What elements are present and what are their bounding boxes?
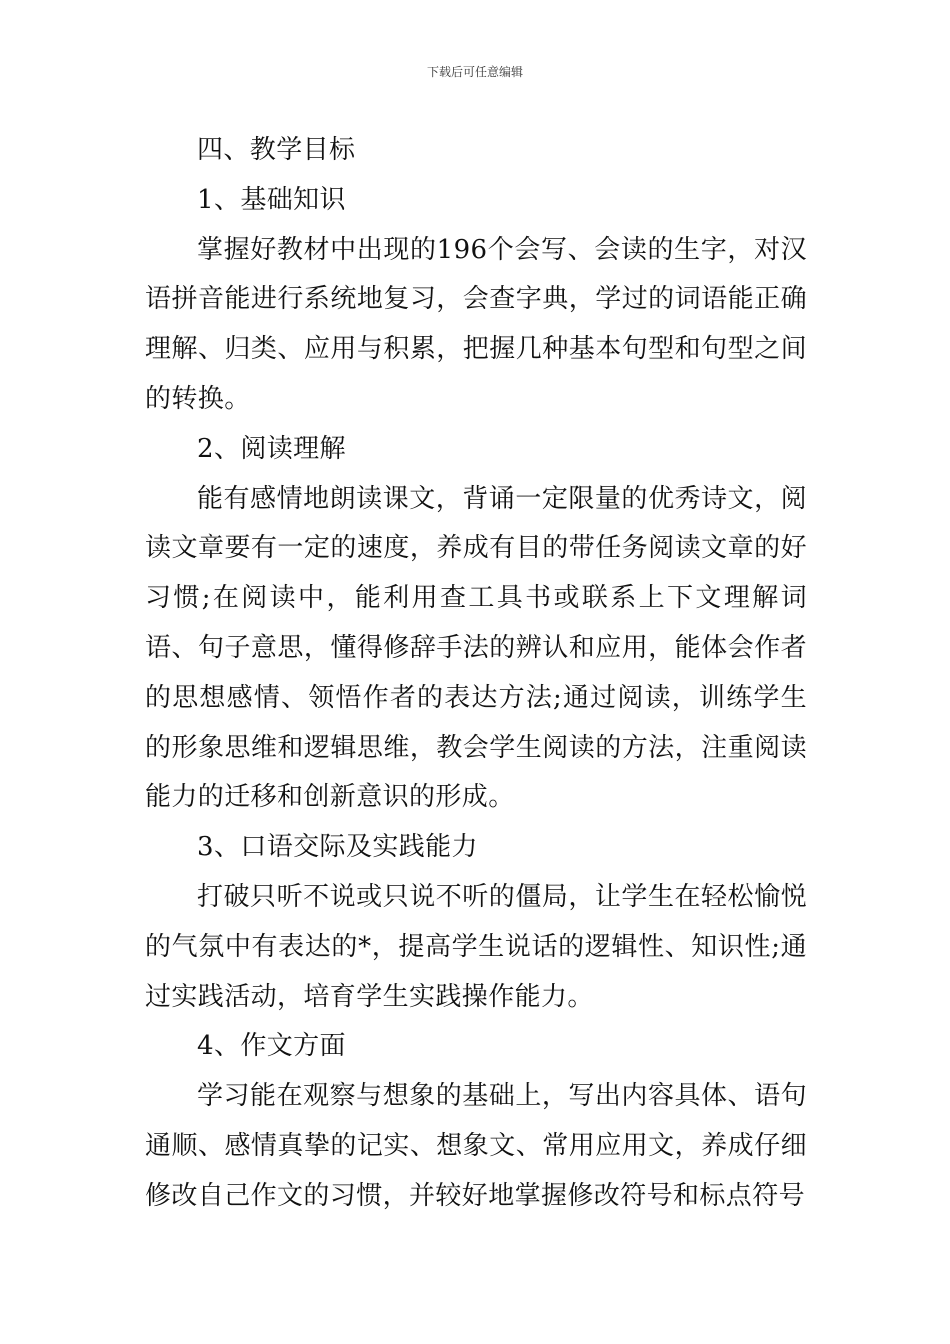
page-header-note: 下载后可任意编辑 <box>426 65 523 79</box>
section-heading-teaching-goals: 四、教学目标 <box>197 135 356 165</box>
paragraph-reading-comprehension: 能有感情地朗读课文，背诵一定限量的优秀诗文，阅读文章要有一定的速度，养成有目的带任务阅读文章的好习惯;在阅读中，能利用查工具书或联系上下文理解词语、句子意思，懂得修辞手法的辨认和应用，能体会作者的思想感情、领悟作者的表达方法;通过阅读，训练学生的形象思维和逻辑思维，教会学生阅读的方法，注重阅读能力的迁移和创新意识的形成。 <box>145 483 807 813</box>
subheading-composition: 4、作文方面 <box>197 1031 346 1062</box>
subheading-basic-knowledge: 1、基础知识 <box>197 184 346 215</box>
subheading-reading-comprehension: 2、阅读理解 <box>197 433 346 464</box>
paragraph-oral-communication: 打破只听不说或只说不听的僵局，让学生在轻松愉悦的气氛中有表达的*，提高学生说话的逻辑性、知识性;通过实践活动，培育学生实践操作能力。 <box>145 881 807 1012</box>
subheading-oral-communication: 3、口语交际及实践能力 <box>197 832 478 863</box>
document-body <box>145 126 807 1222</box>
paragraph-basic-knowledge: 掌握好教材中出现的196个会写、会读的生字，对汉语拼音能进行系统地复习，会查字典，学过的词语能正确理解、归类、应用与积累，把握几种基本句型和句型之间的转换。 <box>145 234 807 414</box>
paragraph-composition: 学习能在观察与想象的基础上，写出内容具体、语句通顺、感情真挚的记实、想象文、常用应用文，养成仔细修改自己作文的习惯，并较好地掌握修改符号和标点符号 <box>145 1081 807 1211</box>
